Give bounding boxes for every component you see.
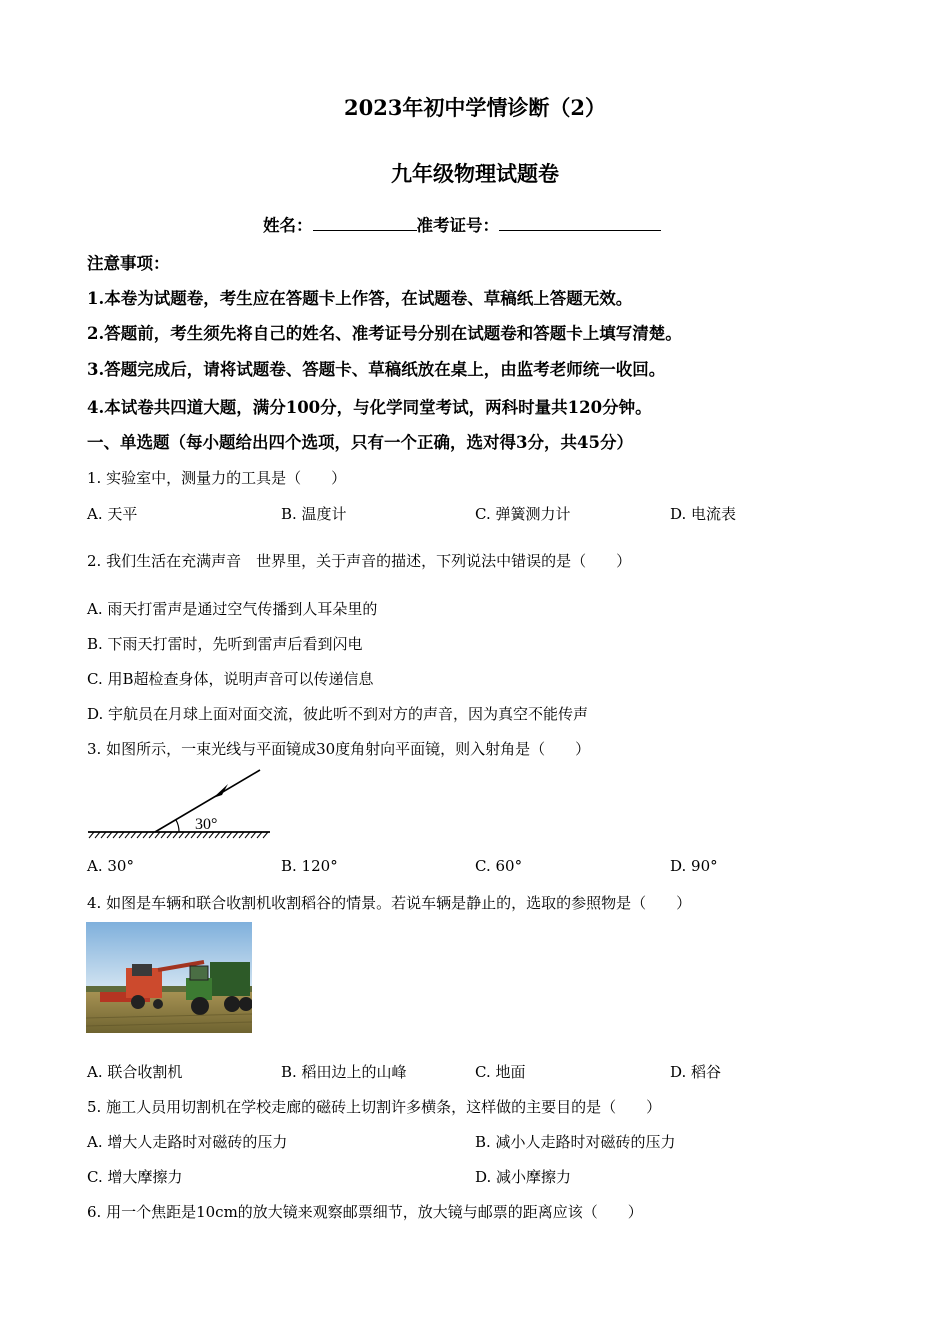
angle-label: 30°	[195, 816, 218, 833]
mirror-figure	[85, 765, 275, 840]
question-stem: 5. 施工人员用切割机在学校走廊的磁砖上切割许多横条，这样做的主要目的是（ ）	[87, 1098, 662, 1116]
note-item: 2.答题前，考生须先将自己的姓名、准考证号分别在试题卷和答题卡上填写清楚。	[87, 324, 682, 343]
section-heading: 一、单选题（每小题给出四个选项，只有一个正确，选对得3分，共45分）	[87, 433, 633, 452]
question-stem: 1. 实验室中，测量力的工具是（ ）	[87, 469, 347, 487]
option-d[interactable]: D. 减小摩擦力	[475, 1168, 572, 1186]
option-c[interactable]: C. 用B超检查身体，说明声音可以传递信息	[87, 670, 374, 688]
note-item: 1.本卷为试题卷，考生应在答题卡上作答，在试题卷、草稿纸上答题无效。	[87, 289, 633, 308]
option-a[interactable]: A. 天平	[87, 505, 138, 523]
option-c[interactable]: C. 60°	[475, 857, 523, 875]
note-item: 4.本试卷共四道大题，满分100分，与化学同堂考试，两科时量共120分钟。	[87, 398, 652, 417]
name-label: 姓名：	[263, 216, 313, 235]
option-c[interactable]: C. 地面	[475, 1063, 526, 1081]
question-stem: 4. 如图是车辆和联合收割机收割稻谷的情景。若说车辆是静止的，选取的参照物是（ ）	[87, 894, 692, 912]
question-stem: 6. 用一个焦距是10cm的放大镜来观察邮票细节，放大镜与邮票的距离应该（ ）	[87, 1203, 643, 1221]
option-c[interactable]: C. 增大摩擦力	[87, 1168, 183, 1186]
option-b[interactable]: B. 温度计	[281, 505, 347, 523]
page-subtitle: 九年级物理试题卷	[391, 161, 559, 186]
harvest-photo	[86, 922, 252, 1033]
option-d[interactable]: D. 电流表	[670, 505, 737, 523]
option-b[interactable]: B. 下雨天打雷时，先听到雷声后看到闪电	[87, 635, 363, 653]
notes-heading: 注意事项：	[87, 254, 170, 273]
option-b[interactable]: B. 稻田边上的山峰	[281, 1063, 407, 1081]
option-c[interactable]: C. 弹簧测力计	[475, 505, 571, 523]
note-item: 3.答题完成后，请将试题卷、答题卡、草稿纸放在桌上，由监考老师统一收回。	[87, 360, 666, 379]
option-d[interactable]: D. 稻谷	[670, 1063, 722, 1081]
question-stem: 2. 我们生活在充满声音 世界里，关于声音的描述，下列说法中错误的是（ ）	[87, 552, 632, 570]
option-a[interactable]: A. 30°	[87, 857, 134, 875]
option-a[interactable]: A. 联合收割机	[87, 1063, 183, 1081]
mirror-hatching	[89, 832, 268, 838]
option-b[interactable]: B. 减小人走路时对磁砖的压力	[475, 1133, 676, 1151]
name-blank[interactable]	[313, 213, 417, 231]
option-d[interactable]: D. 宇航员在月球上面对面交流，彼此听不到对方的声音，因为真空不能传声	[87, 705, 589, 723]
question-stem: 3. 如图所示，一束光线与平面镜成30度角射向平面镜，则入射角是（ ）	[87, 740, 591, 758]
option-d[interactable]: D. 90°	[670, 857, 718, 875]
id-label: 准考证号：	[416, 216, 499, 235]
option-b[interactable]: B. 120°	[281, 857, 338, 875]
option-a[interactable]: A. 增大人走路时对磁砖的压力	[87, 1133, 288, 1151]
page-title: 2023年初中学情诊断（2）	[343, 95, 607, 120]
option-a[interactable]: A. 雨天打雷声是通过空气传播到人耳朵里的	[87, 600, 378, 618]
angle-arc	[176, 820, 179, 832]
id-blank[interactable]	[499, 213, 661, 231]
candidate-info-line	[263, 212, 661, 236]
